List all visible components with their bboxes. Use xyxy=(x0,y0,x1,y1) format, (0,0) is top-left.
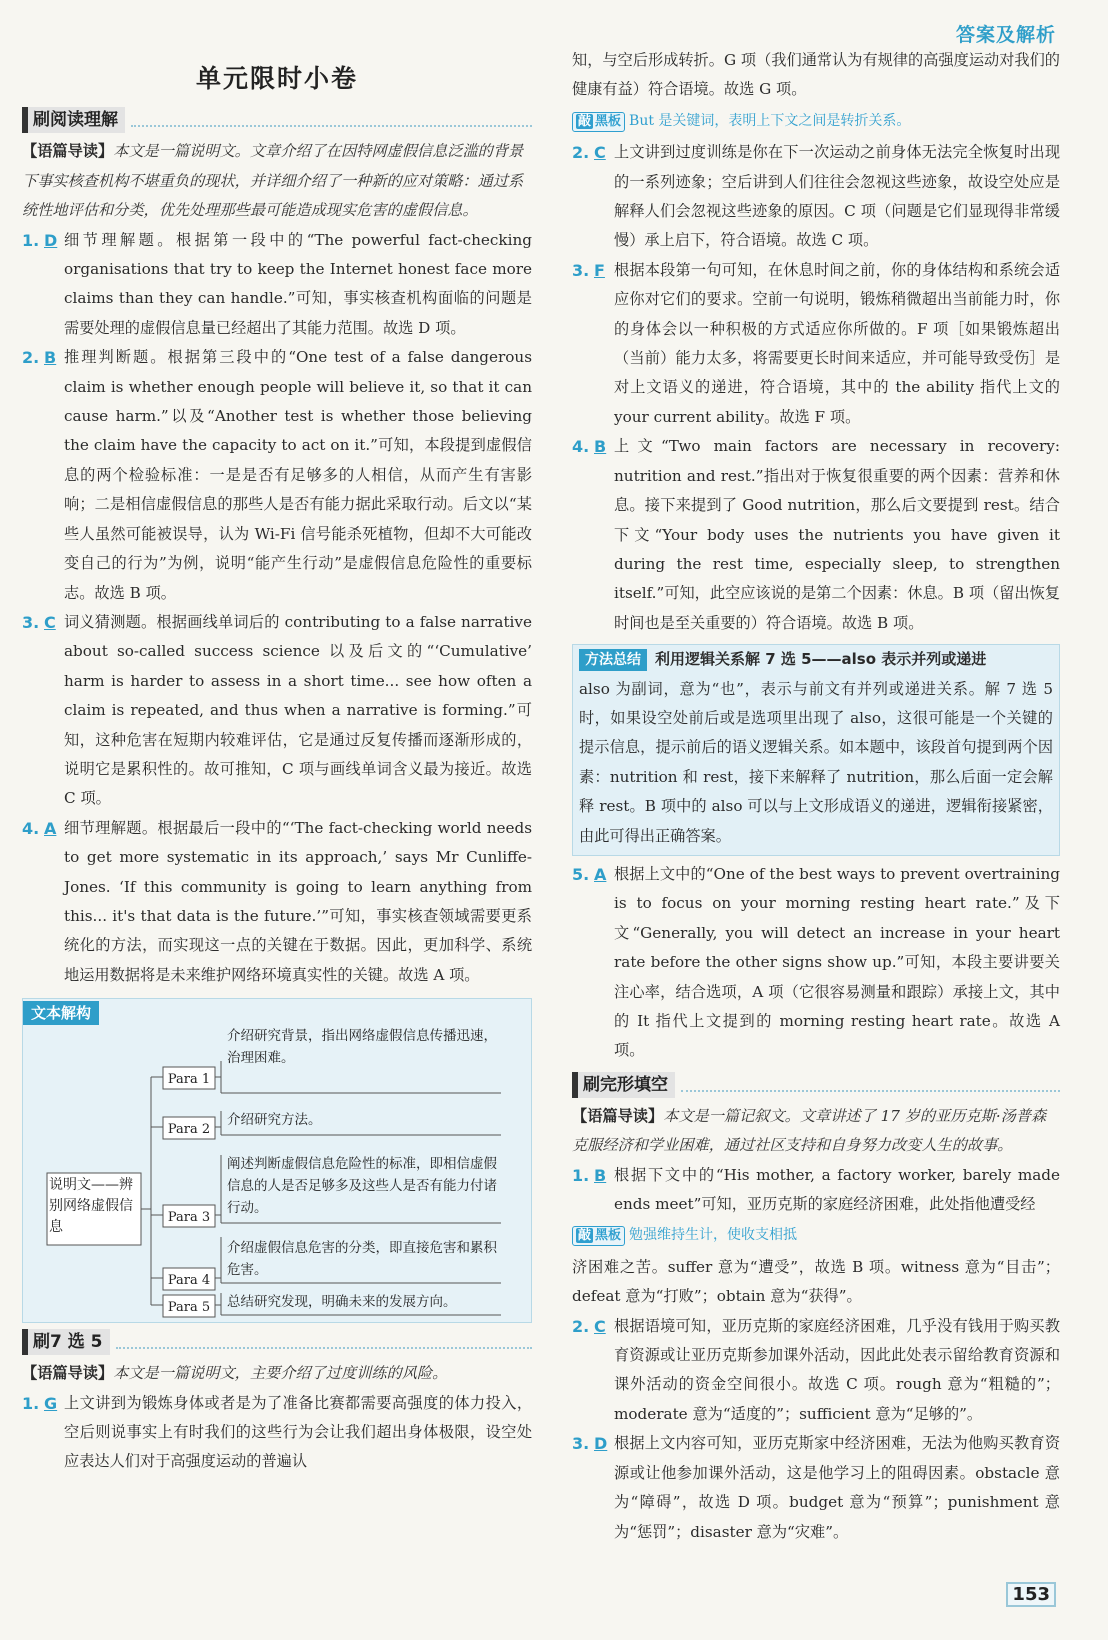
note-text: But 是关键词，表明上下文之间是转折关系。 xyxy=(629,112,911,129)
guide-text: 本文是一篇说明文。文章介绍了在因特网虚假信息泛滥的背景下事实核查机构不堪重负的现状，并详细介绍了一种新的应对策略：通过系统性地评估和分类，优先处理那些最可能造成现实危害的虚假信息。 xyxy=(22,142,524,220)
section-prefix: 刷 xyxy=(33,1332,50,1353)
question-explanation: 根据上文内容可知，亚历克斯家中经济困难，无法为他购买教育资源或让他参加课外活动，这是他学习上的阻碍因素。obstacle 意为“障碍”，故选 D 项。budget 意为“预算”；punishment 意为“惩罚”；disaster 意为“灾难”。 xyxy=(614,1434,1060,1541)
dotted-divider xyxy=(116,1335,533,1349)
badge-label: 黑板 xyxy=(595,113,622,129)
method-tag: 方法总结 xyxy=(579,649,647,671)
structure-para-1 xyxy=(151,1025,507,1093)
unit-title: 单元限时小卷 xyxy=(195,64,358,93)
question-answer: A xyxy=(44,818,57,838)
cloze-question-2 xyxy=(572,1312,1060,1430)
cloze-guide xyxy=(572,1102,1060,1161)
seven-five-question-2 xyxy=(572,138,1060,256)
question-number: 3. xyxy=(22,612,40,632)
seven-five-question-4 xyxy=(572,432,1060,638)
blackboard-badge xyxy=(572,1226,625,1246)
question-number: 5. xyxy=(572,864,590,884)
para-desc-fo xyxy=(227,1291,507,1315)
guide-label: 【语篇导读】 xyxy=(572,1106,664,1125)
reading-question-1 xyxy=(22,226,532,344)
para-label: Para 4 xyxy=(167,1273,211,1289)
section-cloze-label xyxy=(572,1072,675,1098)
section-seven-five-header xyxy=(22,1329,532,1355)
structure-root-fo xyxy=(49,1175,139,1243)
running-head: 答案及解析 xyxy=(955,24,1056,46)
question-explanation: 根据上文中的“One of the best ways to prevent overtraining is to focus on your morning resting heart rate.”及下文“Generally, you will detect an increase in your heart rate before the other signs show up.”可知，本段主要讲要关注心率，结合选项，A 项（它很容易测量和跟踪）承接上文，其中的 It 指代上文提到的 morning resting heart rate。故选 A 项。 xyxy=(614,864,1060,1060)
para-label: Para 3 xyxy=(167,1210,211,1226)
method-summary-header xyxy=(579,645,1053,674)
question-explanation: 推理判断题。根据第三段中的“One test of a false dangerous claim is whether enough people will believe it, so that it can cause harm.”以及“Another test is whether those believing the claim have the capacity to act on it.”可知，本段提到虚假信息的两个检验标准：一是是否有足够多的人相信，从而产生有害影响；二是相信虚假信息的那些人是否有能力据此采取行动。后文以“某些人虽然可能被误导，认为 Wi-Fi 信号能杀死植物，但却不大可能改变自己的行为”为例，说明“能产生行动”是虚假信息危险性的重要标志。故选 B 项。 xyxy=(64,348,532,602)
reading-question-4 xyxy=(22,814,532,990)
question-answer: B xyxy=(44,348,57,368)
para-desc: 介绍研究方法。 xyxy=(227,1112,322,1129)
method-summary-box xyxy=(572,644,1060,856)
question-explanation: 根据下文中的“His mother, a factory worker, barely made ends meet”可知，亚历克斯的家庭经济困难，此处指他遭受经 xyxy=(614,1165,1060,1214)
seven-five-question-5 xyxy=(572,860,1060,1066)
para-desc-fo xyxy=(227,1109,507,1133)
para-label: Para 5 xyxy=(167,1300,211,1316)
para-desc-fo xyxy=(227,1153,507,1223)
reading-question-3 xyxy=(22,608,532,814)
para-desc-fo xyxy=(227,1237,507,1283)
seven-five-guide xyxy=(22,1359,532,1388)
guide-text: 本文是一篇说明文，主要介绍了过度训练的风险。 xyxy=(113,1364,448,1383)
para-desc-fo xyxy=(227,1025,507,1091)
question-number: 1. xyxy=(22,1393,40,1413)
structure-diagram xyxy=(23,1025,531,1323)
right-column xyxy=(572,46,1060,1547)
question-number: 3. xyxy=(572,260,590,280)
blackboard-note xyxy=(572,1221,1060,1250)
para-desc: 阐述判断虚假信息危险性的标准，即相信虚假信息的人是否足够多及这些人是否有能力付诸行动。 xyxy=(227,1156,497,1217)
question-answer: B xyxy=(594,1165,607,1185)
question-number: 3. xyxy=(572,1434,590,1454)
guide-label: 【语篇导读】 xyxy=(22,1364,114,1383)
para-label: Para 2 xyxy=(167,1122,211,1138)
section-cloze-header xyxy=(572,1072,1060,1098)
para-desc: 总结研究发现，明确未来的发展方向。 xyxy=(227,1294,457,1311)
method-title: 利用逻辑关系解 7 选 5——also 表示并列或递进 xyxy=(655,650,987,669)
question-number: 2. xyxy=(572,143,590,163)
reading-question-2 xyxy=(22,343,532,608)
section-reading-header xyxy=(22,107,532,133)
question-number: 4. xyxy=(22,818,40,838)
cloze-question-1 xyxy=(572,1161,1060,1220)
question-explanation: 上文“Two main factors are necessary in recovery: nutrition and rest.”指出对于恢复很重要的两个因素：营养和休息。接下来提到了 Good nutrition，那么后文要提到 rest。结合下文“Your body uses the nutrients you have given it during the rest time, especially sleep, to strengthen itself.”可知，此空应该说的是第二个因素：休息。B 项（留出恢复时间也是至关重要的）符合语境。故选 B 项。 xyxy=(614,437,1060,632)
page-number: 153 xyxy=(1006,1582,1056,1607)
question-explanation: 词义猜测题。根据画线单词后的 contributing to a false narrative about so-called success science 以及后文的“‘Cumulative’ harm is harder to assess in a short time... see how often a claim is repeated, and thus when a narrative is forming.”可知，这种危害在短期内较难评估，它是通过反复传播而逐渐形成的，说明它是累积性的。故可推知，C 项与画线单词含义最为接近。故选 C 项。 xyxy=(64,612,532,808)
para-desc: 介绍研究背景，指出网络虚假信息传播迅速，治理困难。 xyxy=(227,1028,497,1067)
note-text: 勉强维持生计，使收支相抵 xyxy=(629,1227,798,1244)
cloze-question-3 xyxy=(572,1429,1060,1547)
question-answer: D xyxy=(44,230,58,250)
question-answer: A xyxy=(594,864,607,884)
cloze-question-1-continued: 济困难之苦。suffer 意为“遭受”，故选 B 项。witness 意为“目击”；defeat 意为“打败”；obtain 意为“获得”。 xyxy=(572,1257,1060,1306)
question-answer: C xyxy=(594,143,606,163)
structure-para-2 xyxy=(151,1109,507,1139)
question-number: 4. xyxy=(572,437,590,457)
seven-five-question-1-continued: 知，与空后形成转折。G 项（我们通常认为有规律的高强度运动对我们的健康有益）符合语境。故选 G 项。 xyxy=(572,51,1060,99)
method-text: also 为副词，意为“也”，表示与前文有并列或递进关系。解 7 选 5 时，如果设空处前后或是选项里出现了 also，这很可能是一个关键的提示信息，提示前后的语义逻辑关系。如本题中，该段首句提到两个因素：nutrition 和 rest，接下来解释了 nutrition，那么后面一定会解释 rest。B 项中的 also 可以与上文形成语义的递进，逻辑衔接紧密，由此可得出正确答案。 xyxy=(579,679,1053,845)
question-number: 1. xyxy=(22,230,40,250)
reading-guide xyxy=(22,137,532,225)
blackboard-badge xyxy=(572,112,625,132)
badge-icon: 敲 xyxy=(578,113,592,129)
para-desc: 介绍虚假信息危害的分类，即直接危害和累积危害。 xyxy=(227,1240,497,1279)
dotted-divider xyxy=(681,1078,1060,1092)
blackboard-note xyxy=(572,107,1060,136)
badge-label: 黑板 xyxy=(595,1228,622,1244)
structure-para-4 xyxy=(151,1237,507,1290)
section-prefix: 刷 xyxy=(583,1074,600,1095)
structure-para-5 xyxy=(151,1291,507,1317)
para-label: Para 1 xyxy=(167,1072,211,1088)
question-explanation: 上文讲到为锻炼身体或者是为了准备比赛都需要高强度的体力投入，空后则说事实上有时我们的这些行为会让我们超出身体极限，设空处应表达人们对于高强度运动的普遍认 xyxy=(64,1393,532,1471)
question-explanation: 根据语境可知，亚历克斯的家庭经济困难，几乎没有钱用于购买教育资源或让亚历克斯参加课外活动，因此此处表示留给教育资源和课外活动的资金空间很小。故选 C 项。rough 意为“粗糙的”；moderate 意为“适度的”；sufficient 意为“足够的”。 xyxy=(614,1316,1060,1423)
question-answer: G xyxy=(44,1393,58,1413)
structure-root: 说明文——辨别网络虚假信息 xyxy=(49,1177,133,1236)
guide-text: 本文是一篇记叙文。文章讲述了 17 岁的亚历克斯·汤普森克服经济和学业困难，通过社区支持和自身努力改变人生的故事。 xyxy=(572,1106,1047,1155)
question-explanation: 细节理解题。根据第一段中的“The powerful fact-checking organisations that try to keep the Internet honest face more claims than they can handle.”可知，事实核查机构面临的问题是需要处理的虚假信息量已经超出了其能力范围。故选 D 项。 xyxy=(64,230,532,337)
badge-icon: 敲 xyxy=(578,1228,592,1244)
section-prefix: 刷 xyxy=(33,110,50,131)
seven-five-question-1 xyxy=(22,1389,532,1477)
left-column xyxy=(22,40,532,1477)
question-number: 1. xyxy=(572,1165,590,1185)
section-title: 7 选 5 xyxy=(50,1332,103,1353)
dotted-divider xyxy=(131,113,532,127)
section-title: 完形填空 xyxy=(600,1074,668,1095)
guide-label: 【语篇导读】 xyxy=(22,142,114,161)
structure-para-3 xyxy=(151,1153,507,1227)
question-answer: C xyxy=(594,1316,606,1336)
text-structure-title: 文本解构 xyxy=(23,1001,99,1025)
section-seven-five-label xyxy=(22,1329,110,1355)
seven-five-question-3 xyxy=(572,256,1060,432)
question-number: 2. xyxy=(22,348,40,368)
question-answer: B xyxy=(594,437,607,457)
question-explanation: 细节理解题。根据最后一段中的“‘The fact-checking world needs to get more systematic in its approach,’ says Mr Cunliffe-Jones. ‘If this community is going to learn anything from this... it's that data is the future.’”可知，事实核查领域需要更系统化的方法，而实现这一点的关键在于数据。因此，更加科学、系统地运用数据将是未来维护网络环境真实性的关键。故选 A 项。 xyxy=(64,818,532,984)
question-explanation: 根据本段第一句可知，在休息时间之前，你的身体结构和系统会适应你对它们的要求。空前一句说明，锻炼稍微超出当前能力时，你的身体会以一种积极的方式适应你所做的。F 项［如果锻炼超出（当前）能力太多，将需要更长时间来适应，并可能导致受伤］是对上文语义的递进，符合语境，其中的 the ability 指代上文的 your current ability。故选 F 项。 xyxy=(614,260,1060,426)
question-explanation: 上文讲到过度训练是你在下一次运动之前身体无法完全恢复时出现的一系列迹象；空后讲到人们往往会忽视这些迹象，故设空处应是解释人们会忽视这些迹象的原因。C 项（问题是它们显现得非常缓慢）承上启下，符合语境。故选 C 项。 xyxy=(614,143,1060,250)
question-number: 2. xyxy=(572,1316,590,1336)
question-answer: C xyxy=(44,612,56,632)
text-structure-box xyxy=(22,998,532,1323)
section-title: 阅读理解 xyxy=(50,110,118,131)
question-answer: D xyxy=(594,1434,608,1454)
question-answer: F xyxy=(594,260,605,280)
section-reading-label xyxy=(22,107,125,133)
